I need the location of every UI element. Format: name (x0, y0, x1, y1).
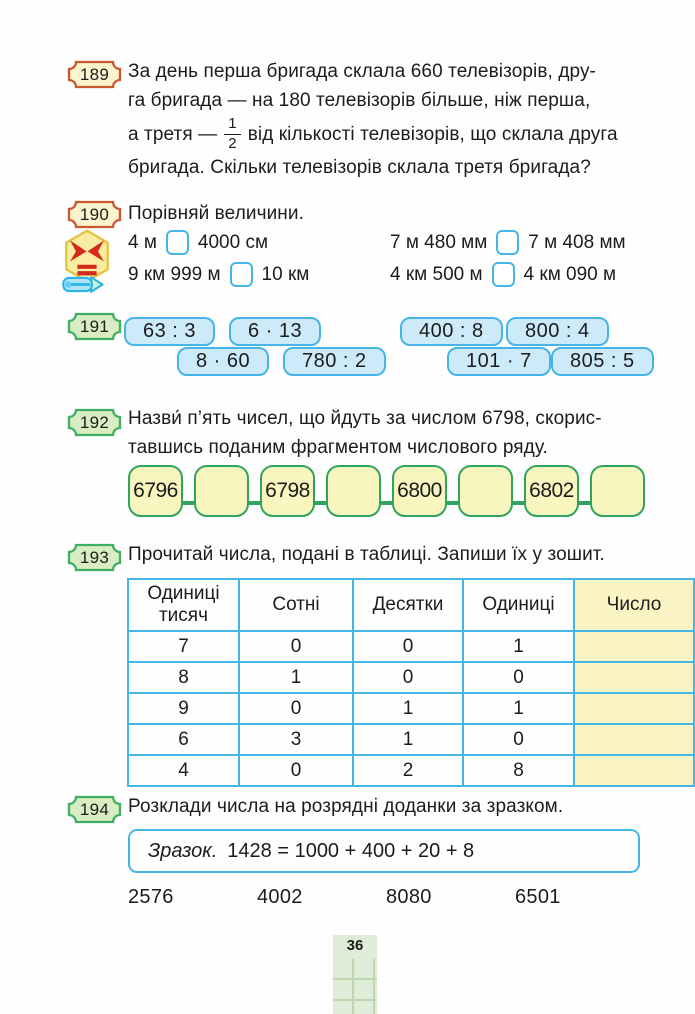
table-cell: 1 (463, 631, 574, 662)
problem-192-badge (66, 408, 123, 437)
value-right: 10 км (261, 263, 310, 285)
value-right: 4 км 090 м (523, 263, 617, 285)
text-line: За день перша бригада склала 660 телевізорів, дру- (128, 61, 596, 82)
text-line: тавшись поданим фрагментом числового ряду. (128, 437, 548, 458)
value-left: 9 км 999 м (128, 263, 221, 285)
answer-cell (574, 662, 694, 693)
answer-cell (574, 755, 694, 786)
table-cell: 0 (463, 662, 574, 693)
problem-191-badge (66, 312, 123, 341)
chain-cell-empty (590, 465, 645, 517)
expression-box: 805 : 5 (551, 347, 654, 376)
table-cell: 1 (353, 724, 463, 755)
problem-number: 194 (79, 800, 110, 819)
table-cell: 0 (239, 631, 353, 662)
table-cell: 0 (239, 693, 353, 724)
column-header: Одиниці тисяч (128, 579, 239, 631)
number-chain (128, 465, 645, 517)
chain-connector (381, 501, 392, 505)
text-line: Назви́ п’ять чисел, що йдуть за числом 6798, скорис- (128, 408, 602, 429)
table-cell: 1 (353, 693, 463, 724)
fraction-denominator: 2 (228, 134, 237, 152)
expression-box: 8 · 60 (177, 347, 269, 376)
number-item: 6501 (515, 886, 561, 908)
answer-box (496, 230, 519, 255)
chain-connector (447, 501, 458, 505)
table-cell: 0 (353, 631, 463, 662)
table-cell: 0 (463, 724, 574, 755)
sample-label: Зразок. (148, 839, 218, 862)
problem-number: 189 (79, 65, 110, 84)
expression-box: 780 : 2 (283, 347, 386, 376)
chain-connector (183, 501, 194, 505)
comparison-right (390, 230, 626, 255)
problem-192-text (128, 404, 643, 462)
problem-number: 193 (79, 548, 110, 567)
comparison-row-2 (0, 262, 695, 288)
answer-box (492, 262, 515, 287)
table-cell: 0 (239, 755, 353, 786)
chain-cell: 6798 (260, 465, 315, 517)
sample-box (128, 829, 640, 873)
chain-cell-empty (326, 465, 381, 517)
comparison-right (390, 262, 616, 287)
problem-number: 190 (79, 205, 110, 224)
numbers-to-decompose (128, 886, 644, 909)
problem-193-title: Прочитай числа, подані в таблиці. Запиши їх у зошит. (128, 544, 605, 565)
table-row (128, 724, 694, 755)
table-cell: 2 (353, 755, 463, 786)
text-line: бригада. Скільки телевізорів склала третя бригада? (128, 157, 591, 178)
comparison-row-1 (0, 230, 695, 256)
answer-cell (574, 693, 694, 724)
fraction-one-half (224, 116, 240, 153)
problem-189-badge (66, 60, 123, 89)
chain-cell-empty (194, 465, 249, 517)
table-cell: 9 (128, 693, 239, 724)
expression-box: 101 · 7 (447, 347, 551, 376)
table-cell: 0 (353, 662, 463, 693)
comparison-left (128, 230, 268, 255)
chain-connector (513, 501, 524, 505)
table-cell: 7 (128, 631, 239, 662)
problem-194-title: Розклади числа на розрядні доданки за зразком. (128, 796, 564, 817)
expression-box: 400 : 8 (400, 317, 503, 346)
table-row (128, 693, 694, 724)
chain-connector (579, 501, 590, 505)
table-cell: 4 (128, 755, 239, 786)
expression-box: 63 : 3 (124, 317, 215, 346)
number-item: 4002 (257, 886, 303, 908)
problem-number: 192 (79, 413, 110, 432)
value-right: 7 м 408 мм (528, 231, 626, 253)
table-cell: 1 (463, 693, 574, 724)
table-cell: 6 (128, 724, 239, 755)
table-cell: 3 (239, 724, 353, 755)
problem-190-title: Порівняй величини. (128, 203, 304, 224)
answer-cell (574, 631, 694, 662)
table-row (128, 755, 694, 786)
chain-cell: 6800 (392, 465, 447, 517)
table-cell: 8 (128, 662, 239, 693)
comparison-left (128, 262, 309, 287)
text-line: га бригада — на 180 телевізорів більше, ніж перша, (128, 90, 591, 111)
expression-box: 800 : 4 (506, 317, 609, 346)
column-header: Десятки (353, 579, 463, 631)
text-line-with-fraction (128, 115, 643, 153)
problem-190-badge (66, 200, 123, 229)
table-row (128, 631, 694, 662)
text-fragment: від кількості телевізорів, що склала друга (247, 123, 618, 145)
problem-189-text (128, 57, 643, 182)
notebook-grid (333, 959, 377, 1014)
problem-194-badge (66, 795, 123, 824)
problem-193-badge (66, 543, 123, 572)
value-left: 4 км 500 м (390, 263, 483, 285)
value-left: 4 м (128, 231, 157, 253)
sample-equation: 1428 = 1000 + 400 + 20 + 8 (227, 839, 475, 862)
value-left: 7 м 480 мм (390, 231, 488, 253)
table-cell: 8 (463, 755, 574, 786)
problem-191 (0, 311, 695, 386)
chain-connector (249, 501, 260, 505)
chain-cell: 6802 (524, 465, 579, 517)
answer-cell (574, 724, 694, 755)
number-item: 8080 (386, 886, 432, 908)
table-row (128, 662, 694, 693)
column-header: Сотні (239, 579, 353, 631)
text-fragment: а третя — (128, 123, 218, 145)
table-cell: 1 (239, 662, 353, 693)
chain-cell-empty (458, 465, 513, 517)
answer-box (230, 262, 253, 287)
value-right: 4000 см (197, 231, 269, 253)
expression-box: 6 · 13 (229, 317, 321, 346)
column-header: Одиниці (463, 579, 574, 631)
page-footer (333, 935, 377, 1014)
chain-connector (315, 501, 326, 505)
place-value-table (127, 578, 695, 787)
fraction-numerator: 1 (224, 116, 240, 135)
table-header-row (128, 579, 694, 631)
page-number: 36 (346, 937, 364, 954)
number-item: 2576 (128, 886, 174, 908)
column-header: Число (574, 579, 694, 631)
problem-number: 191 (79, 317, 110, 336)
answer-box (166, 230, 189, 255)
chain-cell: 6796 (128, 465, 183, 517)
